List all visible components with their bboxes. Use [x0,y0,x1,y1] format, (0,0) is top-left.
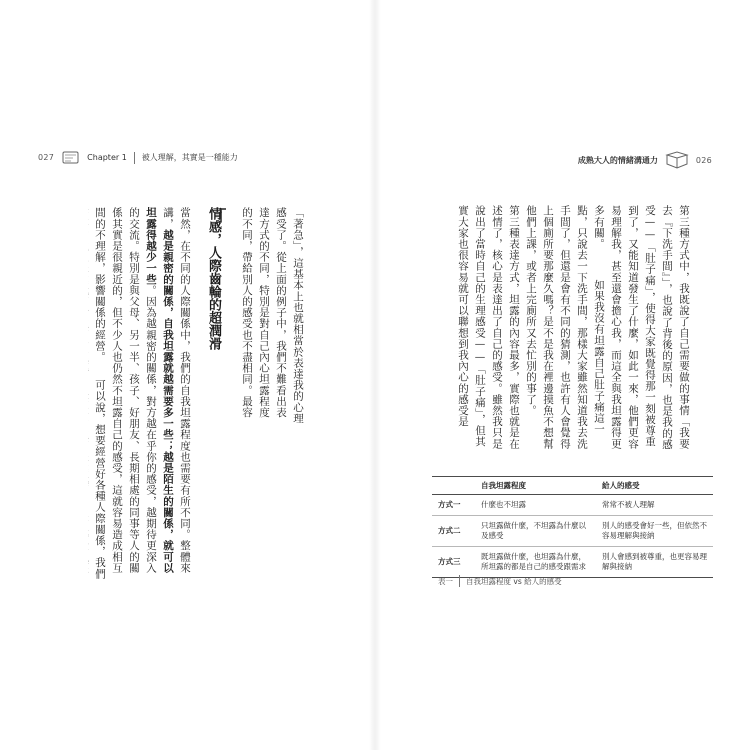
table-cell-label: 方式二 [432,516,475,547]
lower-text-bold: 越是親密的關係，自我坦露就越需要多一些；越是陌生的關係，就可以坦露得越少一些 [145,207,174,574]
right-running-head [578,150,712,170]
left-page-number: 027 [38,153,55,162]
stamp-icon [61,150,80,165]
caption-divider [459,575,460,587]
table-header-feeling: 給人的感受 [596,477,713,495]
section-heading: 情感，人際齒輪的超潤滑 [206,207,221,350]
right-para1: 第三種方式中，我既說了自己需要做的事情「我要去『下洗手間』」，也說了背後的原因，也是我的感受——「肚子痛」，使得大家既覺得那一刻被尊重到了，又能知道發生了什麼，如此一來，他們更容易理解我，甚至還會擔心我，而這全與我坦露得更多有關。 [593,205,690,450]
table-cell-feeling: 別人的感受會好一些，但依然不容易理解與接納 [596,516,713,547]
table-row [432,547,713,578]
table-header-disclosure: 自我坦露程度 [475,477,596,495]
right-page [375,0,750,750]
chapter-label: Chapter 1 [87,153,127,162]
table-caption-text: 自我坦露程度 vs 給人的感受 [466,576,562,586]
book-title: 成熟大人的情緒溝通力 [577,155,658,165]
left-running-head [38,150,238,165]
lower-text-part2: 。因為越親密的關係，對方越在乎你的感受，越期待更深入的交流。特別是與父母、另一半、孩子、好朋友、長期相處的同事等人的關係其實是很親近的，但不少人也仍然不坦露自己的感受，這就容易造成相互間的不理解，影響關係的經營。 [94,207,157,574]
right-para2: 如果我沒有坦露自己肚子痛這一點，只說去一下洗手間，那樣大家雖然知道我去洗手間了，但還是會有不同的猜測，也許有人會覺得上個廁所要那麼久嗎？是不是我在裡邊摸魚不想幫他們上課，或者上完廁所又去忙別的事了。 [525,205,605,450]
table-row [432,516,713,547]
table-header-empty [432,477,475,495]
table [432,476,713,578]
right-upper-text [435,205,692,450]
disclosure-table [432,476,713,610]
head-divider [134,152,135,164]
right-page-number: 026 [695,155,712,165]
table-cell-feeling: 常常不被人理解 [596,495,713,516]
table-cell-disclosure: 什麼也不坦露 [475,495,596,516]
lower-text-part3: 可以說，想要經營好各種人際關係，我們 [94,379,106,580]
table-cell-label: 方式一 [432,495,475,516]
table-cell-disclosure: 既坦露做什麼，也坦露為什麼，所坦露的都是自己的感受跟需求 [475,547,596,578]
left-upper-text: 「著急」，這基本上也就相當於表達我的心理感受了。從上面的例子中，我們不難看出表達方式的不同，特別是對自己內心坦露程度的不同，帶給別人的感受也不盡相同。最容 [241,207,304,424]
left-lower-text [88,207,193,582]
table-caption [438,575,562,587]
chapter-title: 被人理解，其實是一種能力 [141,153,238,162]
table-row [432,495,713,516]
table-header-row [432,477,713,495]
lower-text-part1: 當然，在不同的人際關係中，我們的自我坦露程度也需要有所不同。整體來講， [162,207,191,574]
table-cell-label: 方式三 [432,547,475,578]
table-cell-feeling: 別人會感到被尊重，也更容易理解與接納 [596,547,713,578]
book-icon [665,150,689,170]
table-caption-label: 表一 [438,576,453,586]
table-cell-disclosure: 只坦露做什麼，不坦露為什麼以及感受 [475,516,596,547]
right-para3: 第三種表達方式，坦露的內容最多，實際也就是在述情了，核心是表達出了自己的感受。雖然我只是說出了當時自己的生理感受——「肚子痛」，但其實大家也很容易就可以聯想到我內心的感受是 [457,205,520,450]
